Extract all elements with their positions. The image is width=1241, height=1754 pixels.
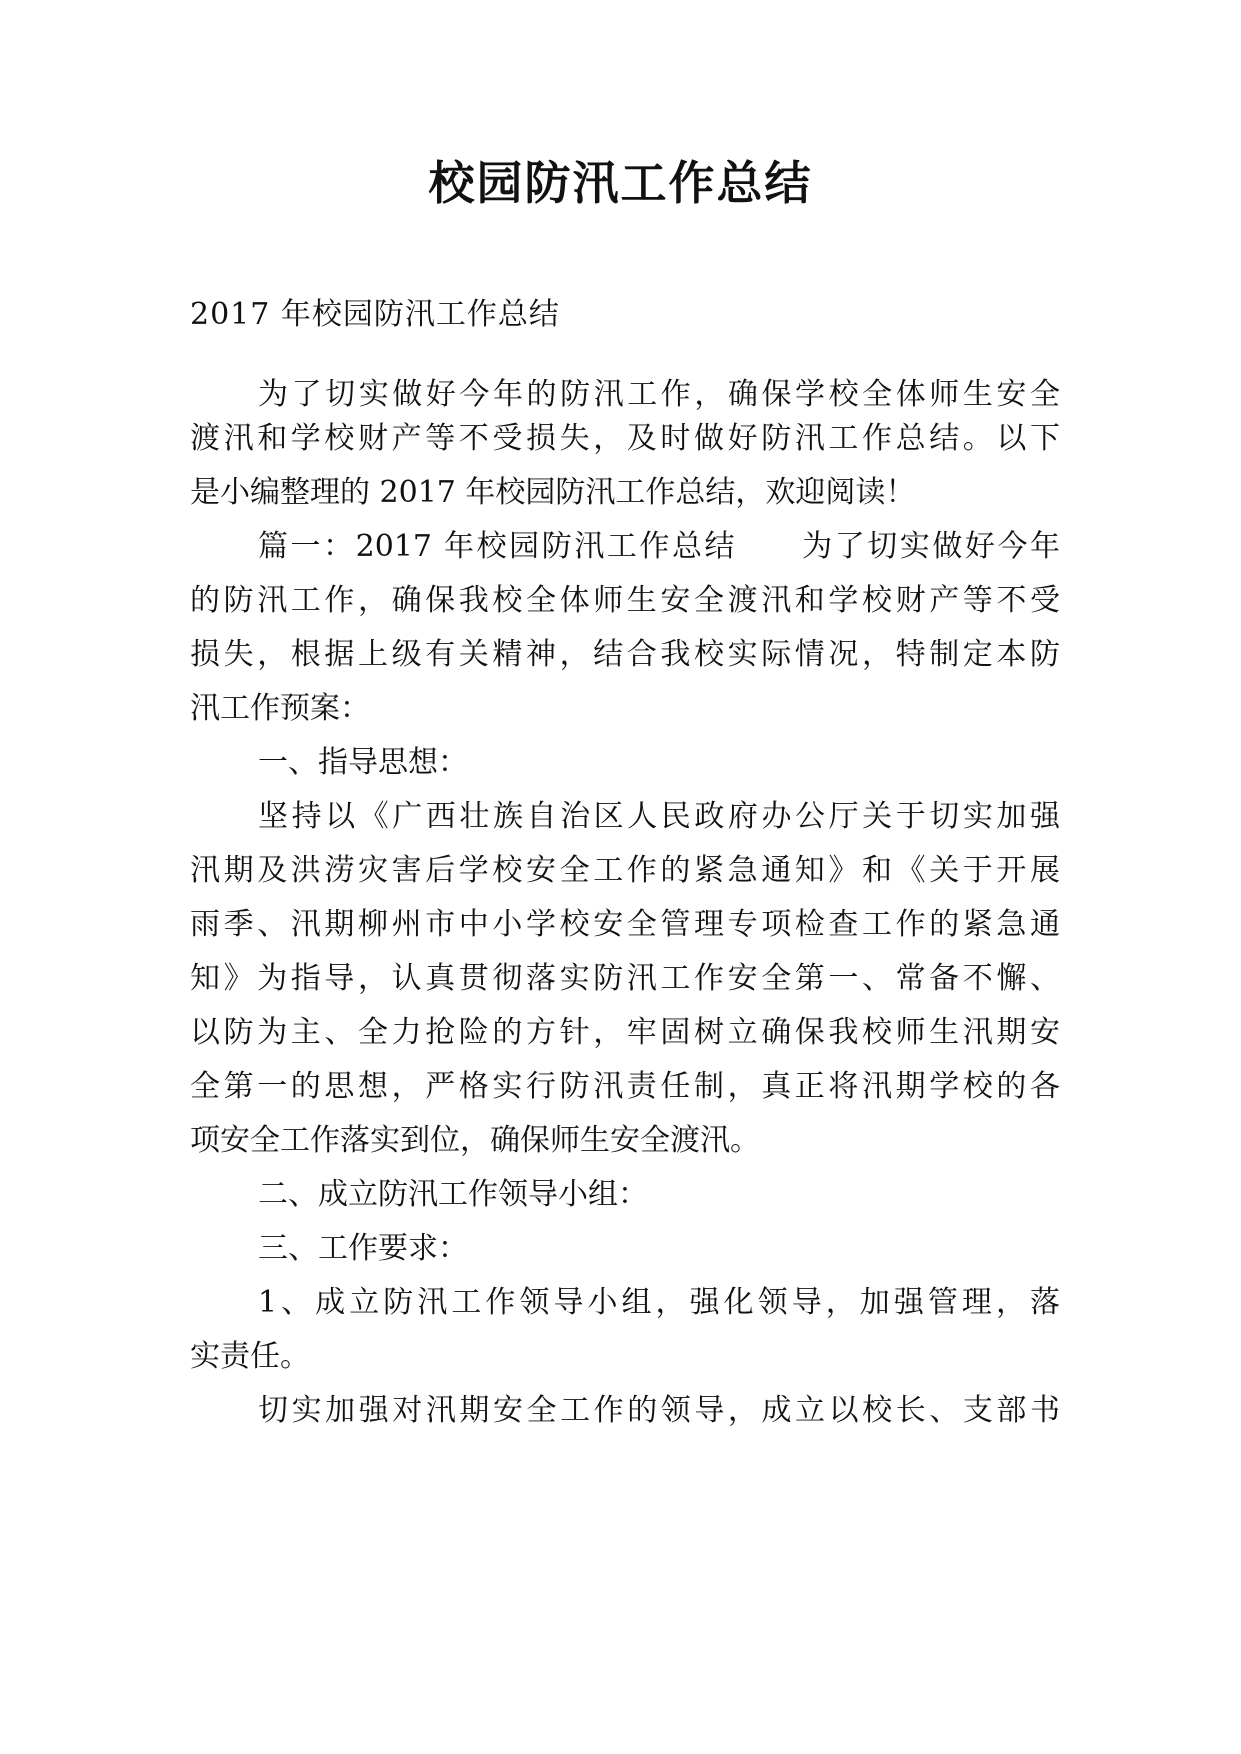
body-line: 以防为主、全力抢险的方针，牢固树立确保我校师生汛期安 [190,1015,1060,1050]
body-line: 知》为指导，认真贯彻落实防汛工作安全第一、常备不懈、 [190,961,1060,996]
body-line: 雨季、汛期柳州市中小学校安全管理专项检查工作的紧急通 [190,907,1060,942]
section-heading: 二、成立防汛工作领导小组： [258,1177,648,1212]
document-title: 校园防汛工作总结 [428,156,813,210]
body-line: 1、成立防汛工作领导小组，强化领导，加强管理，落 [258,1285,1060,1320]
body-line: 项安全工作落实到位，确保师生安全渡汛。 [190,1123,760,1158]
body-line: 的防汛工作，确保我校全体师生安全渡汛和学校财产等不受 [190,583,1060,618]
body-line: 损失，根据上级有关精神，结合我校实际情况，特制定本防 [190,637,1060,672]
body-line: 为了切实做好今年的防汛工作，确保学校全体师生安全 [258,377,1060,412]
body-line: 汛工作预案： [190,691,370,726]
body-line: 渡汛和学校财产等不受损失，及时做好防汛工作总结。以下 [190,421,1060,456]
body-line: 汛期及洪涝灾害后学校安全工作的紧急通知》和《关于开展 [190,853,1060,888]
document-subtitle: 2017 年校园防汛工作总结 [190,297,560,332]
section-heading: 三、工作要求： [258,1231,468,1266]
body-line: 全第一的思想，严格实行防汛责任制，真正将汛期学校的各 [190,1069,1060,1104]
body-line: 篇一：2017 年校园防汛工作总结 为了切实做好今年 [258,529,1060,564]
section-heading: 一、指导思想： [258,745,468,780]
body-line: 是小编整理的 2017 年校园防汛工作总结，欢迎阅读！ [190,475,916,510]
body-line: 实责任。 [190,1339,310,1374]
body-line: 切实加强对汛期安全工作的领导，成立以校长、支部书 [258,1393,1060,1428]
body-line: 坚持以《广西壮族自治区人民政府办公厅关于切实加强 [258,799,1060,834]
